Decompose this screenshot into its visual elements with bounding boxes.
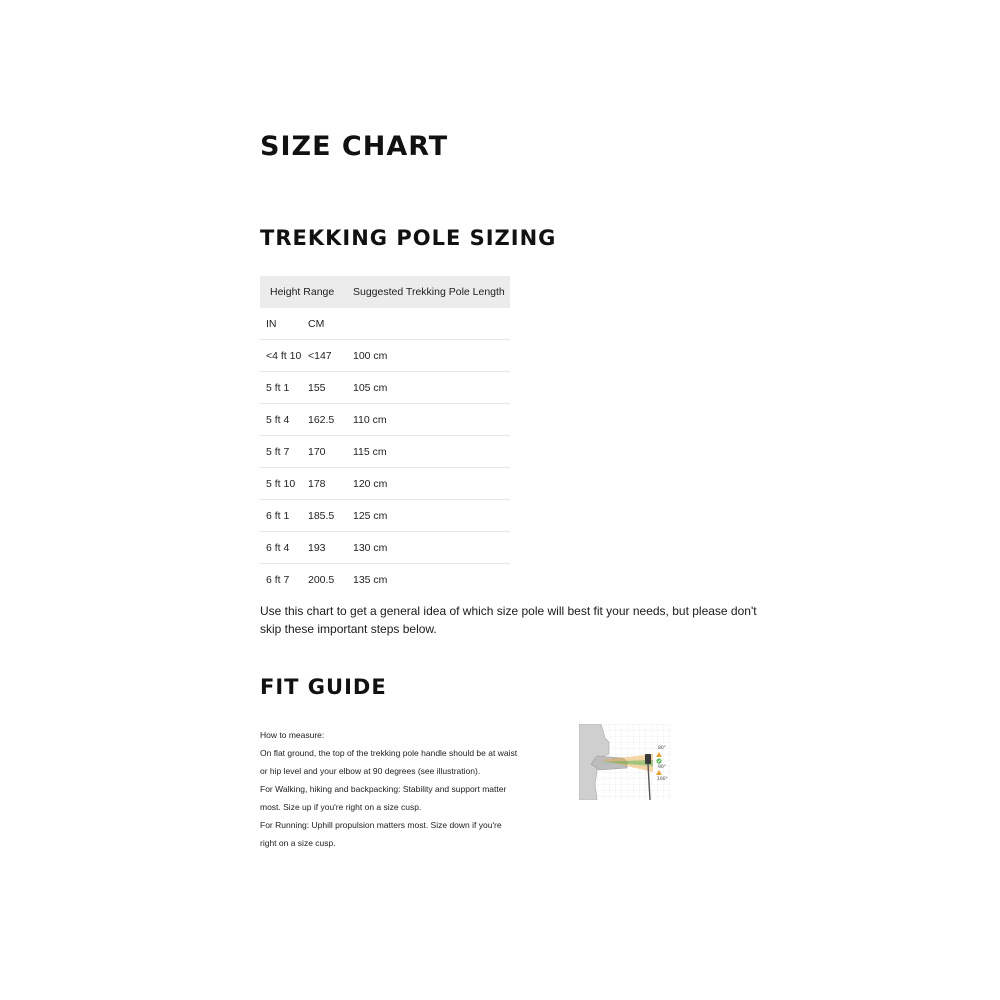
pole-length-cell: 120 cm (346, 468, 510, 500)
cm-subheader: CM (308, 308, 346, 340)
height-in-cell: 6 ft 7 (266, 573, 290, 586)
pole-length-cell: 110 cm (346, 404, 510, 436)
sizing-table (260, 276, 510, 595)
elbow-angle-illustration (579, 724, 671, 800)
table-subheader-row (260, 308, 510, 340)
pole-length-cell: 130 cm (346, 532, 510, 564)
height-cm-cell: 155 (308, 372, 346, 404)
sizing-note: Use this chart to get a general idea of which size pole will best fit your needs, but please don't skip these important steps below. (260, 604, 757, 636)
in-subheader: IN (260, 308, 308, 340)
table-row (260, 340, 510, 372)
walking-advice: For Walking, hiking and backpacking: Stability and support matter most. Size up if you're right on a size cusp. (260, 784, 507, 812)
height-cm-cell: <147 (308, 340, 346, 372)
angle-label-100: 100° (657, 777, 668, 782)
fit-guide-title: FIT GUIDE (260, 675, 387, 699)
height-range-header: Height Range (260, 276, 346, 308)
height-in-cell: 5 ft 7 (260, 436, 308, 468)
page-title: SIZE CHART (260, 131, 449, 162)
height-in-cell: 6 ft 4 (260, 532, 308, 564)
height-in-cell: 5 ft 10 (260, 468, 308, 500)
table-row (260, 532, 510, 564)
height-cm-cell: 193 (308, 532, 346, 564)
table-row (260, 468, 510, 500)
table-row (260, 500, 510, 532)
length-subheader (346, 308, 510, 340)
height-cm-cell: 200.5 (308, 573, 335, 586)
height-cm-cell: 162.5 (308, 404, 346, 436)
running-advice: For Running: Uphill propulsion matters most. Size down if you're right on a size cusp. (260, 820, 502, 848)
table-row (260, 404, 510, 436)
height-in-cell: 5 ft 4 (260, 404, 308, 436)
height-in-cell: <4 ft 10 (260, 340, 308, 372)
how-to-measure-label: How to measure: (260, 730, 325, 740)
pole-length-cell: 100 cm (346, 340, 510, 372)
height-in-cell: 5 ft 1 (260, 372, 308, 404)
check-icon (656, 758, 661, 763)
angle-label-90: 90° (658, 765, 666, 770)
height-cm-cell: 185.5 (308, 500, 346, 532)
table-header-row (260, 276, 510, 308)
pole-length-cell: 115 cm (346, 436, 510, 468)
pole-length-cell: 135 cm (353, 573, 388, 586)
height-cm-cell: 178 (308, 468, 346, 500)
pole-length-cell: 125 cm (346, 500, 510, 532)
table-row (260, 564, 510, 596)
pole-handle (645, 754, 651, 764)
measure-instructions: On flat ground, the top of the trekking pole handle should be at waist or hip level and your elbow at 90 degrees (see illustration). (260, 748, 518, 776)
height-in-cell: 6 ft 1 (260, 500, 308, 532)
table-row (260, 436, 510, 468)
height-cm-cell: 170 (308, 436, 346, 468)
trekking-section-title: TREKKING POLE SIZING (260, 226, 557, 250)
fit-guide-text (260, 726, 520, 852)
angle-label-80: 80° (658, 746, 666, 751)
table-row (260, 372, 510, 404)
pole-length-cell: 105 cm (346, 372, 510, 404)
pole-length-header: Suggested Trekking Pole Length (346, 276, 510, 308)
